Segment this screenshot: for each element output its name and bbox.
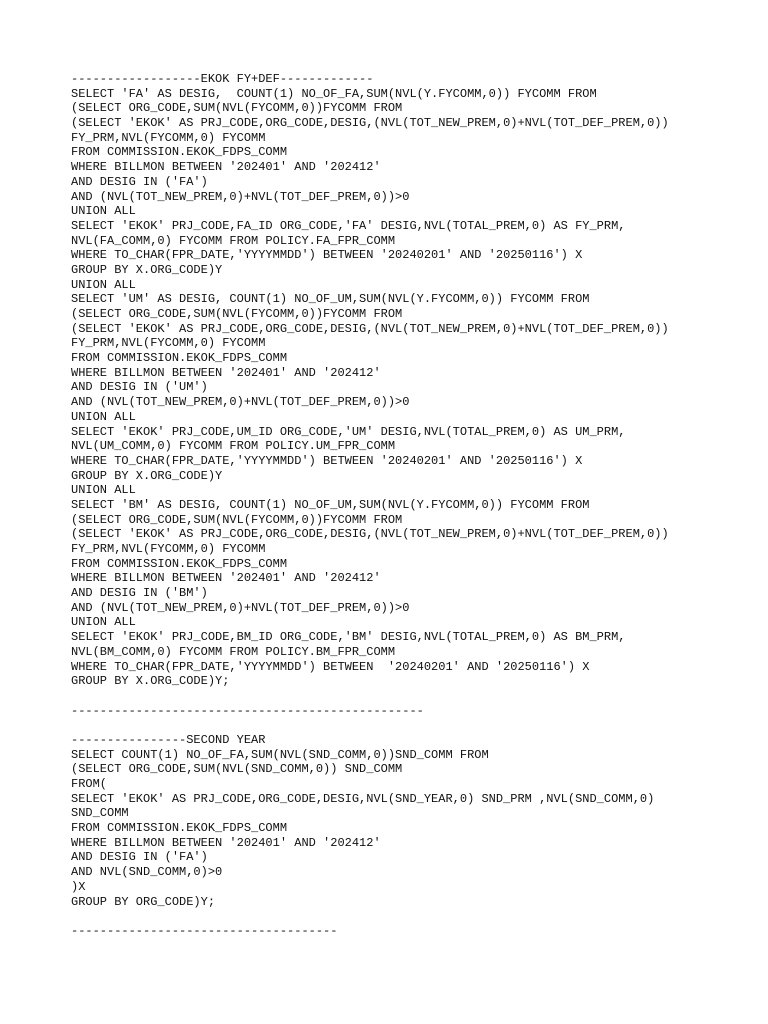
code-line: AND NVL(SND_COMM,0)>0 bbox=[71, 865, 223, 880]
code-line: NVL(FA_COMM,0) FYCOMM FROM POLICY.FA_FPR_COMM bbox=[71, 233, 396, 248]
code-line: ------------------------------------- bbox=[71, 923, 338, 938]
code-line: WHERE TO_CHAR(FPR_DATE,'YYYYMMDD') BETWEEN '20240201' AND '20250116') X bbox=[71, 453, 583, 468]
code-line: (SELECT ORG_CODE,SUM(NVL(FYCOMM,0))FYCOMM FROM bbox=[71, 101, 403, 116]
code-line: FY_PRM,NVL(FYCOMM,0) FYCOMM bbox=[71, 130, 266, 145]
code-line: AND (NVL(TOT_NEW_PREM,0)+NVL(TOT_DEF_PREM,0))>0 bbox=[71, 189, 410, 204]
sql-code-block bbox=[71, 72, 669, 939]
code-line: WHERE BILLMON BETWEEN '202401' AND '202412' bbox=[71, 365, 381, 380]
code-line: WHERE TO_CHAR(FPR_DATE,'YYYYMMDD') BETWEEN '20240201' AND '20250116') X bbox=[71, 659, 590, 674]
code-line: (SELECT 'EKOK' AS PRJ_CODE,ORG_CODE,DESIG,(NVL(TOT_NEW_PREM,0)+NVL(TOT_DEF_PREM,0)) bbox=[71, 527, 669, 542]
code-line: AND (NVL(TOT_NEW_PREM,0)+NVL(TOT_DEF_PREM,0))>0 bbox=[71, 600, 410, 615]
code-line bbox=[71, 909, 669, 924]
code-line: WHERE TO_CHAR(FPR_DATE,'YYYYMMDD') BETWEEN '20240201' AND '20250116') X bbox=[71, 248, 583, 263]
code-line: FROM( bbox=[71, 777, 108, 791]
code-line: (SELECT 'EKOK' AS PRJ_CODE,ORG_CODE,DESIG,(NVL(TOT_NEW_PREM,0)+NVL(TOT_DEF_PREM,0)) bbox=[71, 116, 669, 131]
code-line: UNION ALL bbox=[71, 409, 136, 424]
code-line: ------------------------------------------------- bbox=[71, 703, 424, 718]
code-line: (SELECT ORG_CODE,SUM(NVL(SND_COMM,0)) SND_COMM bbox=[71, 762, 403, 777]
code-line: FY_PRM,NVL(FYCOMM,0) FYCOMM bbox=[71, 542, 266, 556]
code-line: AND (NVL(TOT_NEW_PREM,0)+NVL(TOT_DEF_PREM,0))>0 bbox=[71, 395, 410, 410]
code-line: WHERE BILLMON BETWEEN '202401' AND '202412' bbox=[71, 160, 381, 175]
code-line: SELECT 'EKOK' AS PRJ_CODE,ORG_CODE,DESIG,NVL(SND_YEAR,0) SND_PRM ,NVL(SND_COMM,0) bbox=[71, 791, 655, 806]
code-line: SELECT COUNT(1) NO_OF_FA,SUM(NVL(SND_COMM,0))SND_COMM FROM bbox=[71, 747, 489, 762]
code-line: ----------------SECOND YEAR bbox=[71, 732, 266, 747]
code-line: FROM COMMISSION.EKOK_FDPS_COMM bbox=[71, 556, 288, 571]
code-line: UNION ALL bbox=[71, 483, 136, 498]
code-line: )X bbox=[71, 879, 86, 894]
code-line: FY_PRM,NVL(FYCOMM,0) FYCOMM bbox=[71, 336, 266, 351]
code-line: SELECT 'BM' AS DESIG, COUNT(1) NO_OF_UM,SUM(NVL(Y.FYCOMM,0)) FYCOMM FROM bbox=[71, 497, 590, 512]
code-line: AND DESIG IN ('BM') bbox=[71, 586, 208, 601]
code-line: UNION ALL bbox=[71, 277, 136, 292]
code-line: WHERE BILLMON BETWEEN '202401' AND '202412' bbox=[71, 835, 381, 850]
code-line bbox=[71, 718, 669, 733]
code-line: FROM COMMISSION.EKOK_FDPS_COMM bbox=[71, 351, 288, 366]
code-line: (SELECT ORG_CODE,SUM(NVL(FYCOMM,0))FYCOMM FROM bbox=[71, 512, 403, 527]
code-line: SELECT 'EKOK' PRJ_CODE,UM_ID ORG_CODE,'UM' DESIG,NVL(TOTAL_PREM,0) AS UM_PRM, bbox=[71, 424, 626, 439]
code-line: SELECT 'FA' AS DESIG, COUNT(1) NO_OF_FA,SUM(NVL(Y.FYCOMM,0)) FYCOMM FROM bbox=[71, 86, 597, 101]
code-line: SELECT 'EKOK' PRJ_CODE,BM_ID ORG_CODE,'BM' DESIG,NVL(TOTAL_PREM,0) AS BM_PRM, bbox=[71, 630, 626, 645]
code-line: AND DESIG IN ('FA') bbox=[71, 850, 208, 865]
code-line: UNION ALL bbox=[71, 204, 136, 219]
code-line: UNION ALL bbox=[71, 615, 136, 630]
code-line: SELECT 'EKOK' PRJ_CODE,FA_ID ORG_CODE,'FA' DESIG,NVL(TOTAL_PREM,0) AS FY_PRM, bbox=[71, 218, 626, 233]
code-line: GROUP BY X.ORG_CODE)Y bbox=[71, 468, 223, 483]
code-line: AND DESIG IN ('UM') bbox=[71, 380, 208, 395]
code-line: SND_COMM bbox=[71, 806, 129, 821]
code-line bbox=[71, 689, 669, 704]
code-line: GROUP BY X.ORG_CODE)Y; bbox=[71, 674, 230, 689]
code-line: SELECT 'UM' AS DESIG, COUNT(1) NO_OF_UM,SUM(NVL(Y.FYCOMM,0)) FYCOMM FROM bbox=[71, 292, 590, 307]
code-line: AND DESIG IN ('FA') bbox=[71, 174, 208, 189]
code-line: FROM COMMISSION.EKOK_FDPS_COMM bbox=[71, 145, 288, 160]
code-line: (SELECT ORG_CODE,SUM(NVL(FYCOMM,0))FYCOMM FROM bbox=[71, 307, 403, 321]
code-line: ------------------EKOK FY+DEF------------- bbox=[71, 72, 374, 86]
code-line: NVL(UM_COMM,0) FYCOMM FROM POLICY.UM_FPR_COMM bbox=[71, 439, 396, 454]
code-line: WHERE BILLMON BETWEEN '202401' AND '202412' bbox=[71, 571, 381, 586]
code-line: FROM COMMISSION.EKOK_FDPS_COMM bbox=[71, 821, 288, 836]
code-line: GROUP BY ORG_CODE)Y; bbox=[71, 894, 216, 909]
code-line: NVL(BM_COMM,0) FYCOMM FROM POLICY.BM_FPR_COMM bbox=[71, 644, 396, 659]
code-line: (SELECT 'EKOK' AS PRJ_CODE,ORG_CODE,DESIG,(NVL(TOT_NEW_PREM,0)+NVL(TOT_DEF_PREM,0)) bbox=[71, 321, 669, 336]
code-line: GROUP BY X.ORG_CODE)Y bbox=[71, 262, 223, 277]
